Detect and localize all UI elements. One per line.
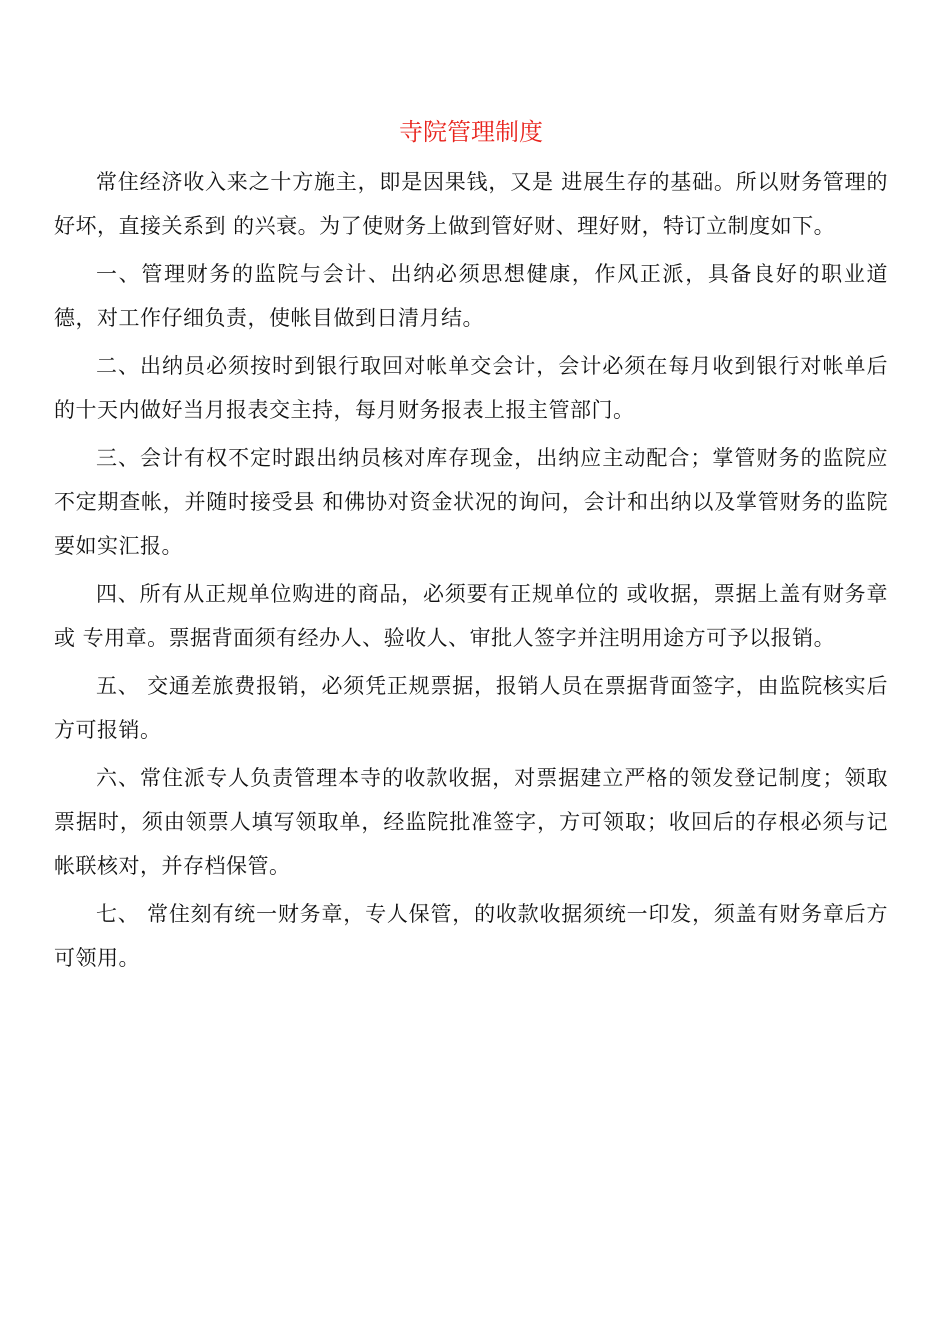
document-title: 寺院管理制度 [399, 118, 543, 146]
paragraph-rule-2: 二、出纳员必须按时到银行取回对帐单交会计，会计必须在每月收到银行对帐单后的十天内做好当月报表交主持，每月财务报表上报主管部门。 [54, 354, 888, 422]
paragraph-rule-1: 一、管理财务的监院与会计、出纳必须思想健康，作风正派，具备良好的职业道德，对工作仔细负责，使帐目做到日清月结。 [54, 262, 888, 330]
paragraph-rule-4: 四、所有从正规单位购进的商品，必须要有正规单位的 或收据，票据上盖有财务章或 专用章。票据背面须有经办人、验收人、审批人签字并注明用途方可予以报销。 [54, 582, 888, 650]
paragraph-rule-5: 五、 交通差旅费报销，必须凭正规票据，报销人员在票据背面签字，由监院核实后方可报销。 [54, 674, 888, 742]
document-page [54, 112, 888, 984]
paragraph-rule-3: 三、会计有权不定时跟出纳员核对库存现金，出纳应主动配合；掌管财务的监院应不定期查帐，并随时接受县 和佛协对资金状况的询问，会计和出纳以及掌管财务的监院要如实汇报。 [54, 446, 888, 558]
paragraph-rule-7: 七、 常住刻有统一财务章，专人保管，的收款收据须统一印发，须盖有财务章后方可领用。 [54, 902, 888, 970]
paragraph-rule-6: 六、常住派专人负责管理本寺的收款收据，对票据建立严格的领发登记制度；领取票据时，须由领票人填写领取单，经监院批准签字，方可领取；收回后的存根必须与记帐联核对，并存档保管。 [54, 766, 888, 878]
paragraph-intro: 常住经济收入来之十方施主，即是因果钱，又是 进展生存的基础。所以财务管理的好坏，直接关系到 的兴衰。为了使财务上做到管好财、理好财，特订立制度如下。 [54, 170, 888, 238]
